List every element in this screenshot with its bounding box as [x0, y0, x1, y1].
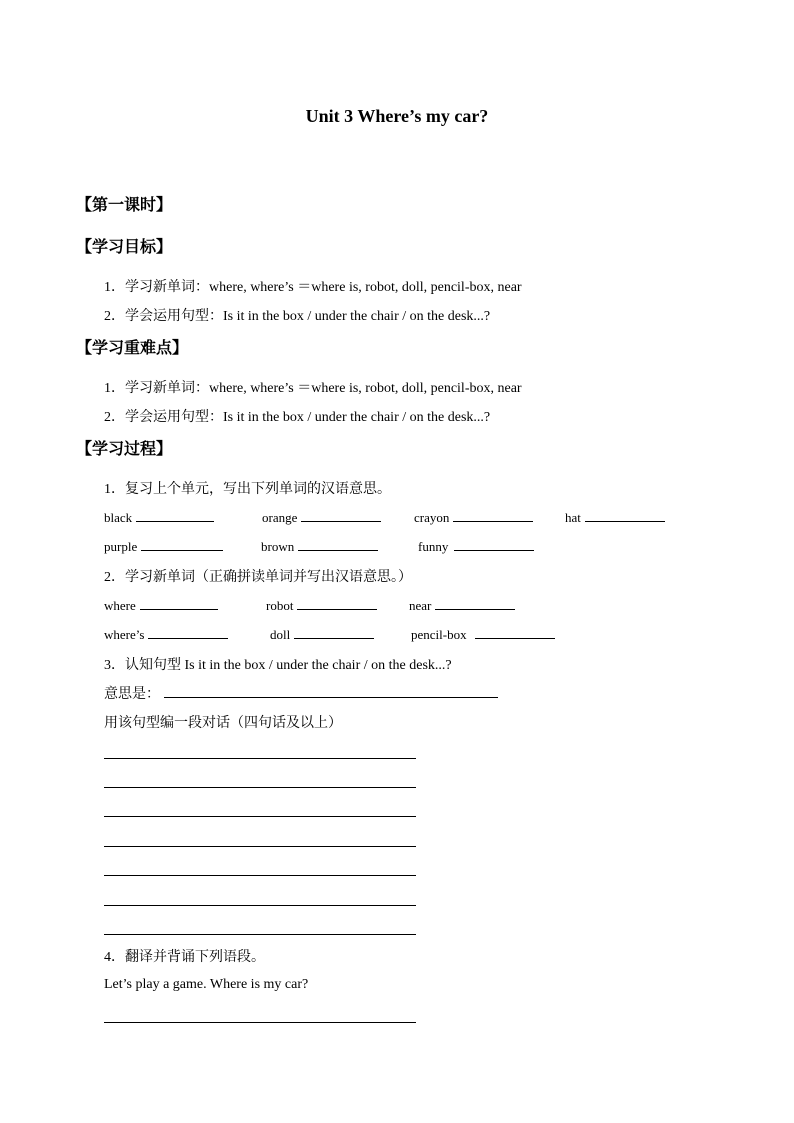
word-label: where — [104, 598, 136, 613]
word-blank-item — [409, 597, 515, 614]
word-blank-item — [411, 626, 555, 643]
word-label: purple — [104, 539, 138, 554]
objective-item-1: 1．学习新单词：where, where’s ＝where is, robot, doll, pencil-box, near — [104, 280, 522, 295]
meaning-label: 意思是： — [104, 687, 160, 702]
word-label: pencil-box — [411, 627, 467, 642]
translation-line[interactable] — [104, 1022, 416, 1023]
word-blank-item — [104, 597, 218, 614]
meaning-row — [104, 683, 498, 703]
dialogue-prompt: 用该句型编一段对话（四句话及以上） — [104, 716, 342, 731]
key-point-item-1: 1．学习新单词：where, where’s ＝where is, robot, doll, pencil-box, near — [104, 381, 522, 396]
word-blank-item — [565, 509, 665, 526]
word-label: funny — [418, 539, 449, 554]
answer-blank[interactable] — [585, 509, 665, 522]
key-point-item-2: 2．学会运用句型：Is it in the box / under the chair / on the desk...? — [104, 410, 491, 425]
answer-blank[interactable] — [301, 509, 381, 522]
process-step-3: 3．认知句型 Is it in the box / under the chair / on the desk...? — [104, 658, 452, 673]
word-blank-item — [266, 597, 377, 614]
word-blank-item — [104, 626, 228, 643]
word-blank-item — [104, 509, 214, 526]
word-label: robot — [266, 598, 294, 613]
word-blank-item — [104, 538, 223, 555]
process-step-4: 4．翻译并背诵下列语段。 — [104, 950, 265, 965]
word-blank-item — [262, 509, 381, 526]
answer-blank[interactable] — [141, 538, 223, 551]
answer-blank[interactable] — [140, 597, 218, 610]
answer-blank[interactable] — [453, 509, 533, 522]
answer-blank[interactable] — [435, 597, 515, 610]
word-blank-item — [418, 538, 534, 555]
objective-item-2: 2．学会运用句型：Is it in the box / under the chair / on the desk...? — [104, 309, 491, 324]
answer-blank[interactable] — [475, 626, 555, 639]
dialogue-line-5[interactable] — [104, 875, 416, 876]
word-label: doll — [270, 627, 291, 642]
word-label: where’s — [104, 627, 145, 642]
answer-blank[interactable] — [148, 626, 228, 639]
answer-blank[interactable] — [136, 509, 214, 522]
process-step-2: 2．学习新单词（正确拼读单词并写出汉语意思。） — [104, 570, 412, 585]
page-title: Unit 3 Where’s my car? — [305, 106, 489, 126]
word-label: black — [104, 510, 133, 525]
answer-blank[interactable] — [294, 626, 374, 639]
dialogue-line-6[interactable] — [104, 905, 416, 906]
word-blank-item — [270, 626, 374, 643]
dialogue-line-7[interactable] — [104, 934, 416, 935]
dialogue-line-1[interactable] — [104, 758, 416, 759]
word-label: orange — [262, 510, 298, 525]
section-process: 【学习过程】 — [76, 441, 173, 458]
process-step-1: 1．复习上个单元，写出下列单词的汉语意思。 — [104, 482, 391, 497]
word-blank-item — [414, 509, 533, 526]
section-lesson: 【第一课时】 — [76, 197, 173, 214]
dialogue-line-3[interactable] — [104, 816, 416, 817]
word-label: near — [409, 598, 432, 613]
answer-blank[interactable] — [297, 597, 377, 610]
meaning-blank[interactable] — [164, 683, 498, 698]
word-label: hat — [565, 510, 581, 525]
answer-blank[interactable] — [298, 538, 378, 551]
word-blank-item — [261, 538, 378, 555]
dialogue-line-4[interactable] — [104, 846, 416, 847]
dialogue-line-2[interactable] — [104, 787, 416, 788]
word-label: brown — [261, 539, 295, 554]
word-label: crayon — [414, 510, 450, 525]
passage-text: Let’s play a game. Where is my car? — [104, 977, 309, 992]
section-objectives: 【学习目标】 — [76, 239, 173, 256]
section-key-points: 【学习重难点】 — [76, 340, 189, 357]
answer-blank[interactable] — [454, 538, 534, 551]
